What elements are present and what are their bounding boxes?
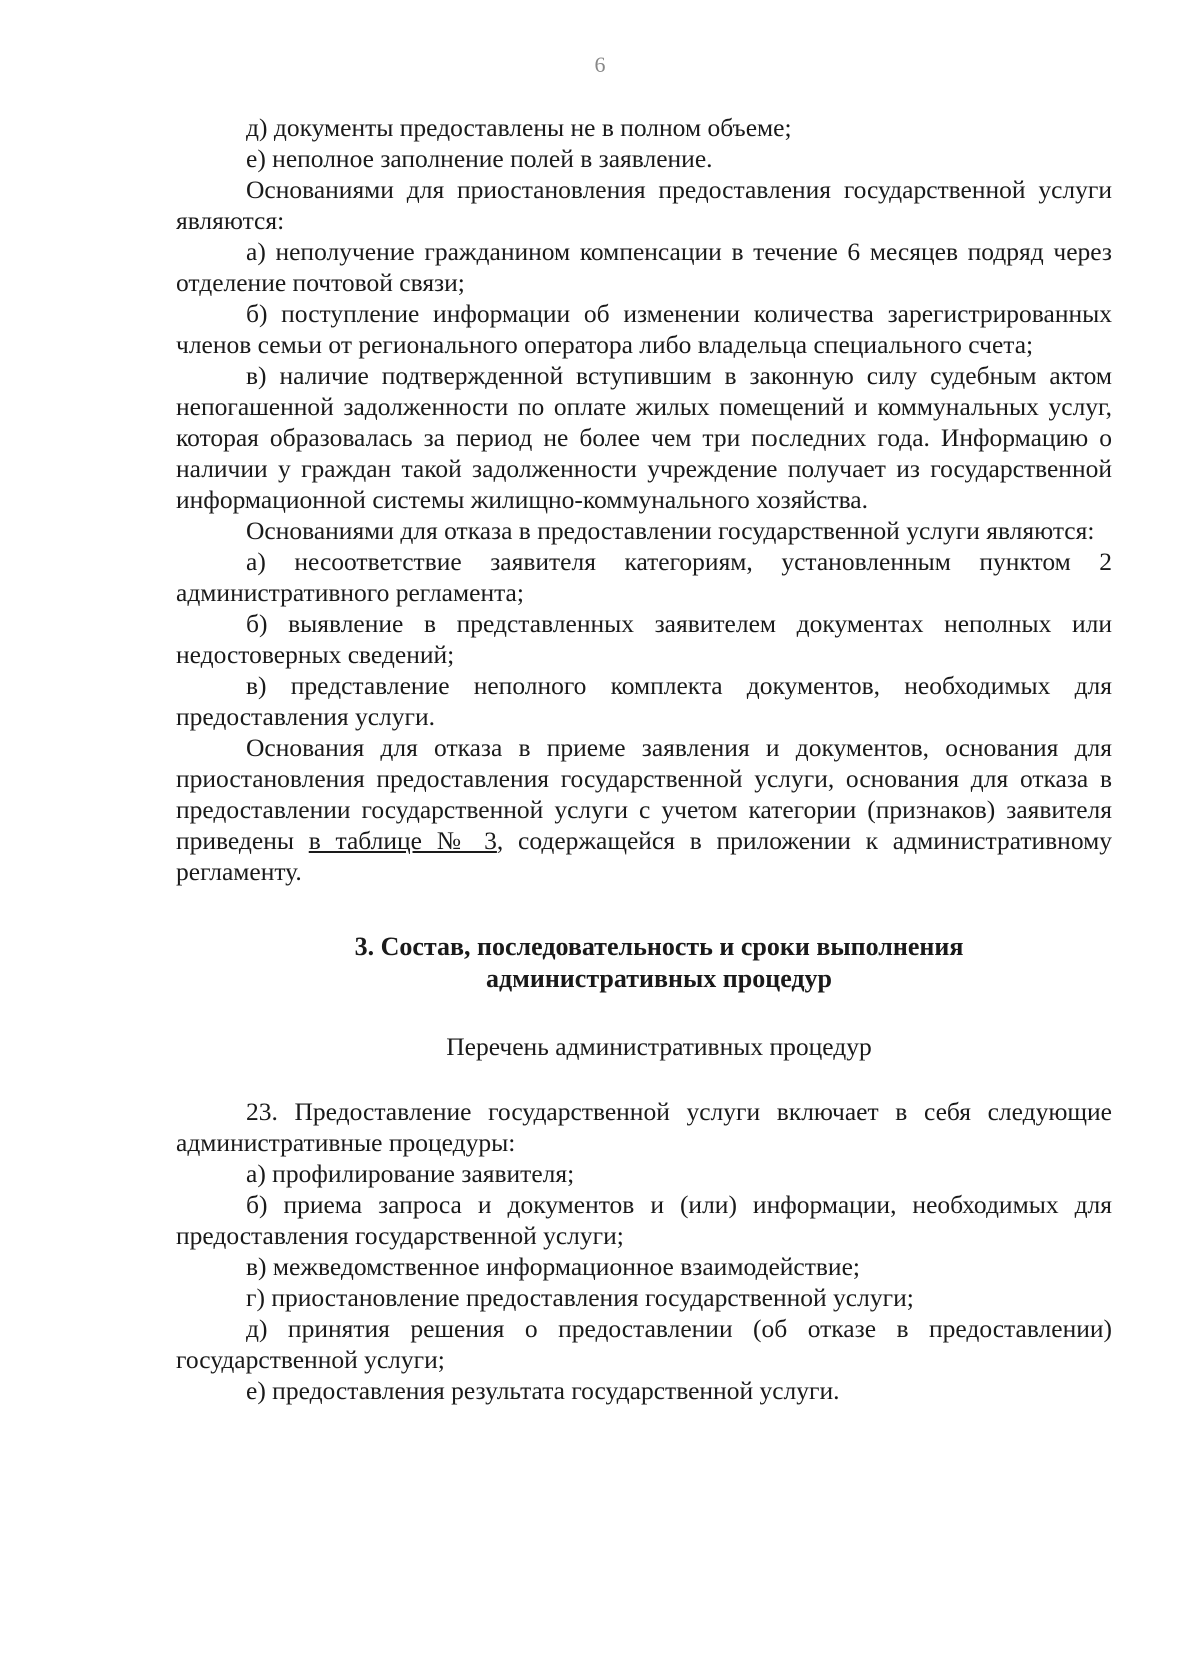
- suspension-intro: Основаниями для приостановления предоставления государственной услуги являются:: [176, 175, 1112, 235]
- list-item-e: е) неполное заполнение полей в заявление.: [246, 144, 713, 173]
- suspension-item-c: в) наличие подтвержденной вступившим в законную силу судебным актом непогашенной задолженности по оплате жилых помещений и коммунальных услуг, которая образовалась за период не более чем три последних года. Информацию о наличии у граждан такой задолженности учреждение получает из государственной информационной системы жилищно-коммунального хозяйства.: [176, 361, 1112, 514]
- procedure-item-f: е) предоставления результата государственной услуги.: [246, 1376, 840, 1405]
- page-number: 6: [594, 52, 606, 77]
- procedures-intro: 23. Предоставление государственной услуги включает в себя следующие административные процедуры:: [176, 1097, 1112, 1157]
- procedure-item-b: б) приема запроса и документов и (или) информации, необходимых для предоставления государственной услуги;: [176, 1190, 1112, 1250]
- refusal-intro: Основаниями для отказа в предоставлении государственной услуги являются:: [246, 516, 1095, 545]
- section-3-subheading: Перечень административных процедур: [446, 1032, 872, 1061]
- procedure-item-d: г) приостановление предоставления государственной услуги;: [246, 1283, 914, 1312]
- refusal-item-a: а) несоответствие заявителя категориям, установленным пунктом 2 административного регламента;: [176, 547, 1112, 607]
- summary-paragraph: [176, 732, 1112, 887]
- summary-text-before: Основания для отказа в приеме заявления и документов, основания для приостановления предоставления государственной услуги, основания для отказа в предоставлении государственной услуги с учетом категории (признаков) заявителя приведены: [176, 733, 1112, 855]
- table-3-link[interactable]: в таблице № 3: [308, 826, 497, 855]
- list-item-d: д) документы предоставлены не в полном объеме;: [246, 113, 792, 142]
- procedure-item-e: д) принятия решения о предоставлении (об отказе в предоставлении) государственной услуги;: [176, 1314, 1112, 1374]
- procedure-item-a: а) профилирование заявителя;: [246, 1159, 575, 1188]
- refusal-item-b: б) выявление в представленных заявителем документах неполных или недостоверных сведений;: [176, 609, 1112, 669]
- summary-text-after: , содержащейся в приложении к административному регламенту.: [176, 826, 1112, 886]
- document-body: [176, 112, 1112, 1406]
- refusal-item-c: в) представление неполного комплекта документов, необходимых для предоставления услуги.: [176, 671, 1112, 731]
- suspension-item-a: а) неполучение гражданином компенсации в течение 6 месяцев подряд через отделение почтовой связи;: [176, 237, 1112, 297]
- section-3-heading-line1: 3. Состав, последовательность и сроки выполнения: [354, 932, 964, 961]
- section-3-heading-line2: административных процедур: [485, 964, 833, 993]
- suspension-item-b: б) поступление информации об изменении количества зарегистрированных членов семьи от регионального оператора либо владельца специального счета;: [176, 299, 1112, 359]
- procedure-item-c: в) межведомственное информационное взаимодействие;: [246, 1252, 860, 1281]
